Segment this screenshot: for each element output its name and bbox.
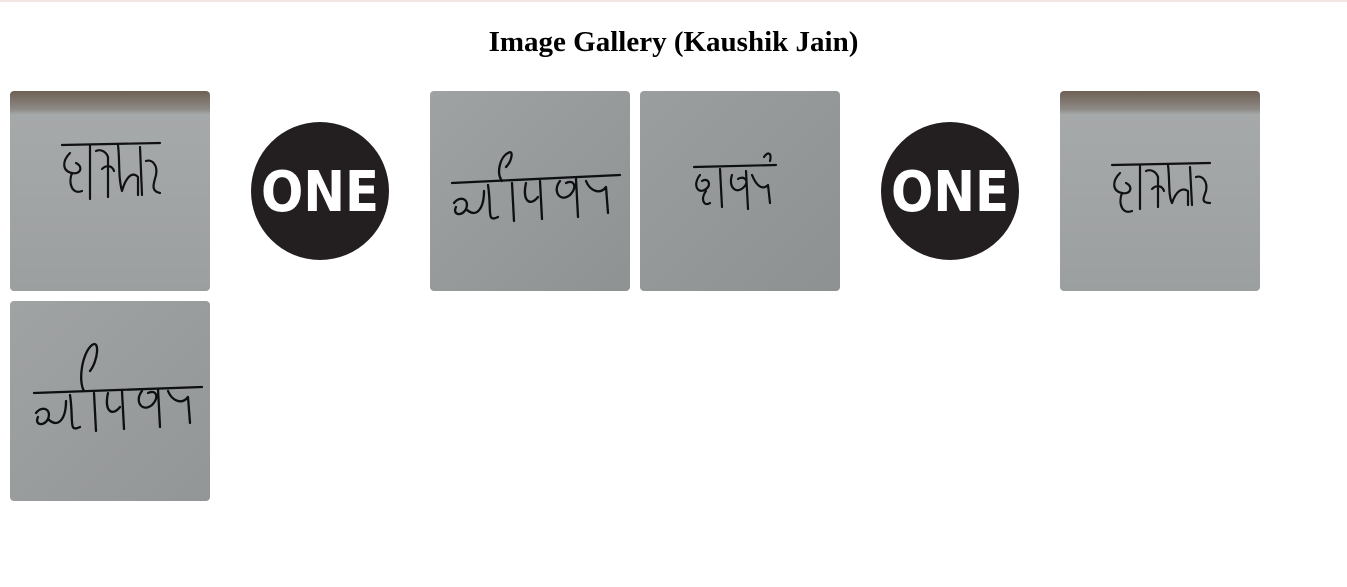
gallery-image-sakshi[interactable] [640,91,840,291]
gallery-image-radhika[interactable] [10,301,210,501]
one-logo-text: ONE [261,160,379,225]
gallery-image-one-logo[interactable] [850,91,1050,291]
handwritten-photo-sakshi [640,91,840,291]
page-title: Image Gallery (Kaushik Jain) [488,26,859,58]
handwritten-photo-radhika [10,301,210,501]
handwritten-photo-shivam [1060,91,1260,291]
handwritten-photo-radhika [430,91,630,291]
one-logo [220,91,420,291]
gallery-image-radhika[interactable] [430,91,630,291]
gallery-image-shivam[interactable] [1060,91,1260,291]
one-logo-text: ONE [891,160,1009,225]
gallery-image-one-logo[interactable] [220,91,420,291]
gallery-image-shivam[interactable] [10,91,210,291]
handwritten-photo-shivam [10,91,210,291]
one-logo [850,91,1050,291]
